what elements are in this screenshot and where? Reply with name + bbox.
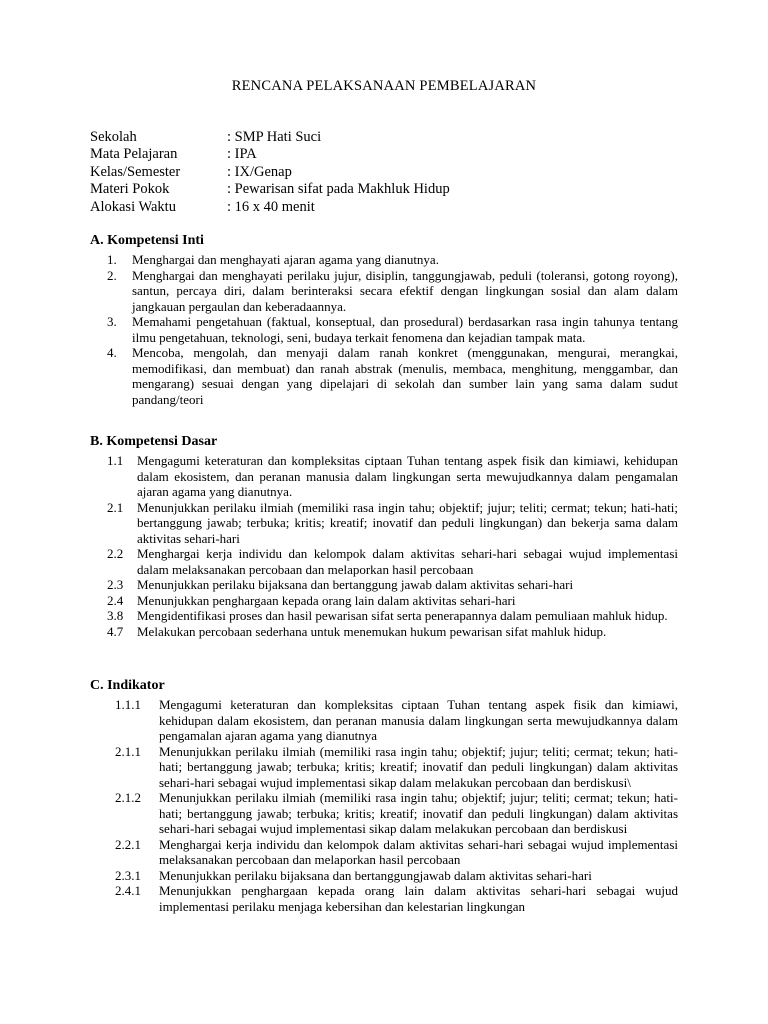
identity-value: : Pewarisan sifat pada Makhluk Hidup: [227, 181, 450, 198]
item-text: Memahami pengetahuan (faktual, konseptual, dan prosedural) berdasarkan rasa ingin tahunya tentang ilmu pengetahuan, teknologi, seni, budaya terkait fenomena dan kejadian tampak mata.: [132, 314, 678, 345]
identity-label: Materi Pokok: [90, 181, 170, 198]
identity-row-school: [90, 129, 450, 146]
identity-row-subject: [90, 146, 450, 163]
list-item: [107, 314, 678, 345]
list-item: [107, 577, 678, 593]
item-number: 4.: [107, 345, 117, 360]
list-item: [107, 252, 678, 268]
item-text: Menghargai dan menghayati perilaku jujur, disiplin, tanggungjawab, peduli (toleransi, gotong royong), santun, percaya diri, dalam berinteraksi secara efektif dengan lingkungan sosial dan alam dalam jangkauan pergaulan dan keberadaannya.: [132, 267, 678, 314]
list-item: [107, 608, 678, 624]
identity-row-class-semester: [90, 164, 450, 181]
identity-value: : IPA: [227, 146, 257, 163]
list-item: [107, 624, 678, 640]
list-item: [115, 868, 678, 884]
item-number: 2.2.1: [115, 836, 141, 852]
indikator-list: [115, 697, 678, 914]
item-number: 2.2: [107, 546, 124, 561]
item-text: Menunjukkan perilaku ilmiah (memiliki rasa ingin tahu; objektif; jujur; teliti; cermat; tekun; hati-hati; bertanggung jawab; terbuka; kritis; kreatif; inovatif dan peduli lingkungan) dan bekerja sama dalam aktivitas sehari-hari: [137, 499, 678, 546]
item-number: 2.1.1: [115, 743, 141, 759]
item-number: 1.1: [107, 453, 124, 468]
item-number: 3.: [107, 314, 117, 329]
item-text: Menunjukkan penghargaan kepada orang lain dalam aktivitas sehari-hari: [137, 592, 516, 608]
list-item: [107, 268, 678, 315]
item-number: 2.1: [107, 499, 124, 515]
item-number: 2.4: [107, 592, 124, 608]
section-heading-kompetensi-dasar: B. Kompetensi Dasar: [90, 434, 218, 449]
kompetensi-inti-list: [107, 252, 678, 407]
item-number: 2.3.1: [115, 867, 141, 883]
item-text: Menghargai kerja individu dan kelompok dalam aktivitas sehari-hari sebagai wujud implementasi melaksanakan percobaan dan melaporkan hasil percobaan: [159, 836, 678, 867]
list-item: [107, 593, 678, 609]
list-item: [115, 837, 678, 868]
list-item: [115, 744, 678, 791]
item-text: Menghargai kerja individu dan kelompok dalam aktivitas sehari-hari sebagai wujud implementasi dalam melaksanakan percobaan dan melaporkan hasil percobaan: [137, 546, 678, 577]
identity-label: Alokasi Waktu: [90, 198, 176, 215]
list-item: [107, 453, 678, 500]
item-text: Menunjukkan penghargaan kepada orang lain dalam aktivitas sehari-hari sebagai wujud implementasi perilaku menjaga kebersihan dan kelestarian lingkungan: [159, 883, 678, 914]
item-text: Mengagumi keteraturan dan kompleksitas ciptaan Tuhan tentang aspek fisik dan kimiawi, kehidupan dalam ekosistem, dan peranan manusia dalam lingkungan serta mewujudkannya dalam pengamalan ajaran agama yang dianutnya: [159, 697, 678, 743]
identity-row-topic: [90, 181, 450, 198]
list-item: [115, 697, 678, 744]
list-item: [115, 790, 678, 837]
list-item: [107, 345, 678, 407]
item-number: 3.8: [107, 608, 124, 623]
item-text: Menunjukkan perilaku bijaksana dan bertanggung jawab dalam aktivitas sehari-hari: [137, 577, 574, 592]
item-number: 2.4.1: [115, 883, 141, 898]
identity-row-time: [90, 199, 450, 216]
identity-block: [90, 129, 450, 216]
item-number: 2.1.2: [115, 790, 141, 805]
item-number: 2.3: [107, 577, 124, 592]
identity-label: Kelas/Semester: [90, 163, 181, 180]
item-text: Mencoba, mengolah, dan menyaji dalam ranah konkret (menggunakan, mengurai, merangkai, memodifikasi, dan membuat) dan ranah abstrak (menulis, membaca, menghitung, menggambar, dan mengarang) sesuai dengan yang dipelajari di sekolah dan sumber lain yang sama dalam sudut pandang/teori: [132, 345, 678, 407]
item-number: 4.7: [107, 623, 124, 639]
kompetensi-dasar-list: [107, 453, 678, 639]
identity-label: Mata Pelajaran: [90, 146, 178, 163]
section-heading-indikator: C. Indikator: [90, 678, 165, 693]
list-item: [107, 500, 678, 547]
item-text: Mengidentifikasi proses dan hasil pewarisan sifat serta penerapannya dalam pemuliaan mahluk hidup.: [137, 608, 668, 623]
identity-value: : 16 x 40 menit: [227, 198, 315, 215]
identity-value: : SMP Hati Suci: [227, 129, 322, 145]
section-heading-kompetensi-inti: A. Kompetensi Inti: [90, 233, 204, 248]
identity-value: : IX/Genap: [227, 163, 292, 180]
list-item: [107, 546, 678, 577]
item-number: 1.: [107, 252, 117, 267]
identity-label: Sekolah: [90, 129, 137, 145]
item-number: 2.: [107, 267, 117, 283]
item-text: Melakukan percobaan sederhana untuk menemukan hukum pewarisan sifat mahluk hidup.: [137, 623, 607, 639]
list-item: [115, 883, 678, 914]
item-text: Menghargai dan menghayati ajaran agama yang dianutnya.: [132, 252, 439, 267]
item-text: Menunjukkan perilaku bijaksana dan bertanggungjawab dalam aktivitas sehari-hari: [159, 867, 592, 883]
item-text: Mengagumi keteraturan dan kompleksitas ciptaan Tuhan tentang aspek fisik dan kimiawi, kehidupan dalam ekosistem, dan peranan manusia dalam lingkungan serta mewujudkannya dalam pengamalan ajaran agama yang dianutnya.: [137, 453, 678, 499]
item-text: Menunjukkan perilaku ilmiah (memiliki rasa ingin tahu; objektif; jujur; teliti; cermat; tekun; hati-hati; bertanggung jawab; terbuka; kritis; kreatif; inovatif dan peduli lingkungan) dalam aktivitas sehari-hari sebagai wujud implementasi sikap dalam melakukan percobaan dan berdiskusi\: [159, 743, 678, 790]
item-text: Menunjukkan perilaku ilmiah (memiliki rasa ingin tahu; objektif; jujur; teliti; cermat; tekun; hati-hati; bertanggung jawab; terbuka; kritis; kreatif; inovatif dan peduli lingkungan) dalam aktivitas sehari-hari sebagai wujud implementasi sikap dalam melakukan percobaan dan berdiskusi: [159, 790, 678, 836]
item-number: 1.1.1: [115, 697, 141, 712]
document-title: RENCANA PELAKSANAAN PEMBELAJARAN: [231, 78, 537, 94]
